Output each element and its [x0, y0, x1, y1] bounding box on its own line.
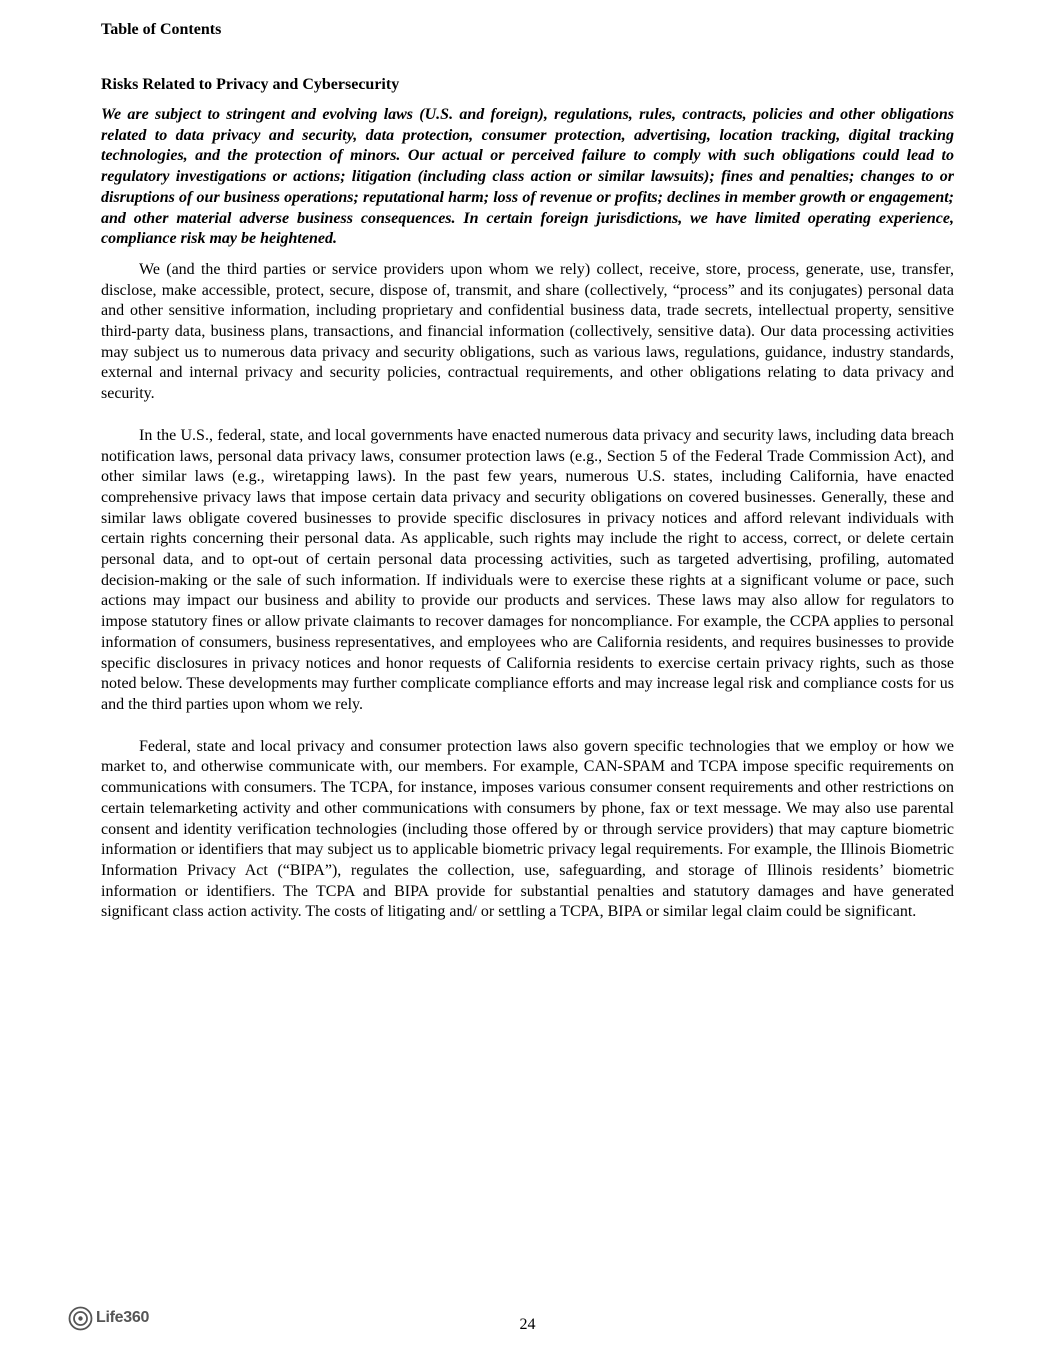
body-paragraph: Federal, state and local privacy and consumer protection laws also govern specific technologies that we employ or how we market to, and otherwise communicate with, our members. For example, CAN-SPAM and TCPA impose specific requirements on communications with consumers. The TCPA, for instance, imposes various consumer consent requirements and other restrictions on certain telemarketing activity and other communications with consumers by phone, fax or text message. We may also use parental consent and identity verification technologies (including those offered by or through service providers) that may capture biometric information or identifiers that may subject us to applicable biometric privacy legal requirements. For example, the Illinois Biometric Information Privacy Act (“BIPA”), regulates the collection, use, safeguarding, and storage of Illinois residents’ biometric information or identifiers. The TCPA and BIPA provide for substantial penalties and statutory damages and have generated significant class action activity. The costs of litigating and/ or settling a TCPA, BIPA or similar legal claim could be significant.: [101, 737, 954, 921]
page-number: 24: [519, 1316, 536, 1333]
table-of-contents-link[interactable]: Table of Contents: [101, 21, 222, 38]
risk-factor-summary: We are subject to stringent and evolving laws (U.S. and foreign), regulations, rules, contracts, policies and other obligations related to data privacy and security, data protection, consumer protection, advertising, location tracking, digital tracking technologies, and the protection of minors. Our actual or perceived failure to comply with such obligations could lead to regulatory investigations or actions; litigation (including class action or similar lawsuits); fines and penalties; changes to or disruptions of our business operations; reputational harm; loss of revenue or profits; declines in member growth or engagement; and other material adverse business consequences. In certain foreign jurisdictions, we have limited operating experience, compliance risk may be heightened.: [101, 106, 954, 248]
main-content: [101, 74, 954, 944]
logo-wordmark: Life360: [96, 1309, 150, 1326]
body-paragraph: We (and the third parties or service providers upon whom we rely) collect, receive, store, process, generate, use, transfer, disclose, make accessible, protect, secure, dispose of, transmit, and share (collectively, “process” and its conjugates) personal data and other sensitive information, including proprietary and confidential business data, trade secrets, intellectual property, sensitive third-party data, business plans, transactions, and financial information (collectively, sensitive data). Our data processing activities may subject us to numerous data privacy and security obligations, such as various laws, regulations, guidance, industry standards, external and internal privacy and security policies, contractual requirements, and other obligations relating to data privacy and security.: [101, 260, 954, 403]
body-paragraph: In the U.S., federal, state, and local governments have enacted numerous data privacy and security laws, including data breach notification laws, personal data privacy laws, consumer protection laws (e.g., Section 5 of the Federal Trade Commission Act), and other similar laws (e.g., wiretapping laws). In the past few years, numerous U.S. states, including California, have enacted comprehensive privacy laws that impose certain data privacy and security obligations on covered businesses. Generally, these and similar laws obligate covered businesses to provide specific disclosures in privacy notices and afford relevant individuals with certain rights concerning their personal data. As applicable, such rights may include the right to access, correct, or delete certain personal data, and to opt-out of certain personal data processing activities, such as targeted advertising, profiling, automated decision-making or the sale of such information. If individuals were to exercise these rights at a significant volume or pace, such actions may impact our business and ability to provide our products and services. These laws may also allow for regulators to impose statutory fines or allow private claimants to recover damages for noncompliance. For example, the CCPA applies to personal information of consumers, business representatives, and employees who are California residents, and requires businesses to provide specific disclosures in privacy notices and honor requests of California residents to exercise certain privacy rights, such as those noted below. These developments may further complicate compliance efforts and may increase legal risk and compliance costs for us and the third parties upon whom we rely.: [101, 426, 954, 713]
section-heading: Risks Related to Privacy and Cybersecurity: [101, 76, 400, 93]
